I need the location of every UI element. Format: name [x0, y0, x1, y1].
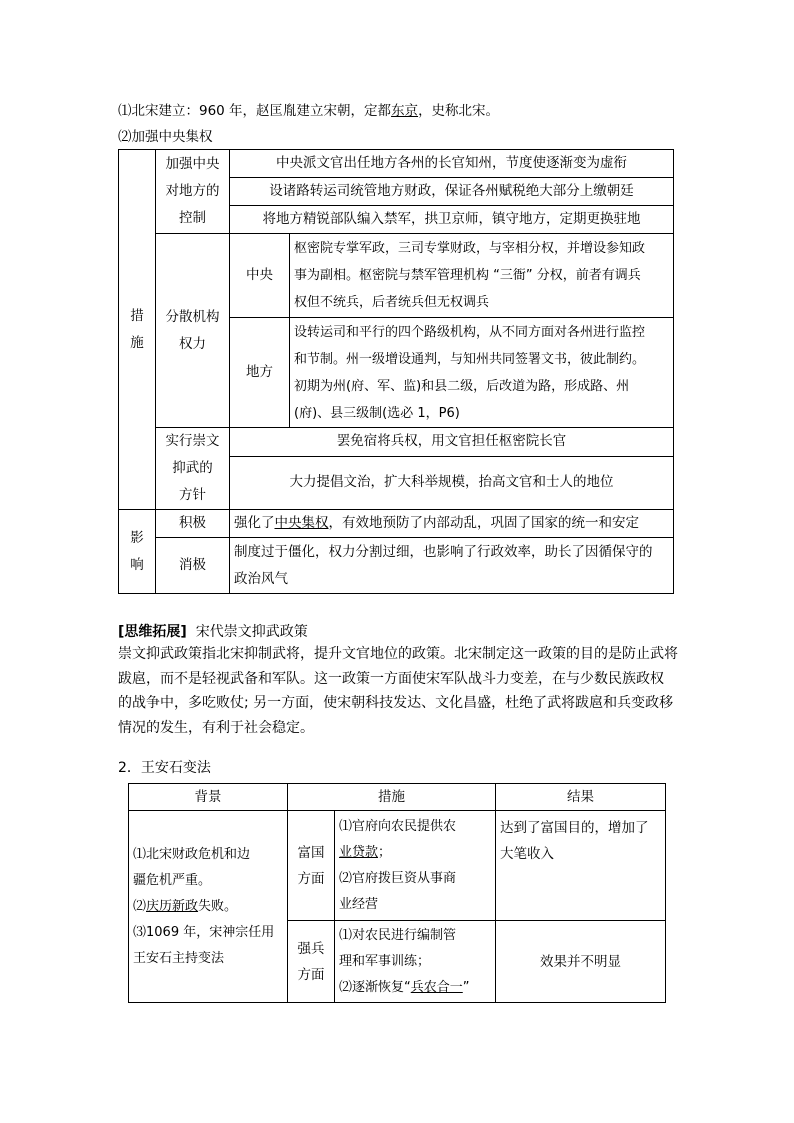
strong-result: 效果并不明显	[496, 921, 666, 1003]
founding-line: ⑴北宋建立：960 年，赵匡胤建立宋朝，定都东京，史称北宋。	[118, 103, 500, 119]
centralization-table	[118, 149, 674, 594]
local-measures: 设转运司和平行的四个路级机构，从不同方面对各州进行监控 和节制。州一级增设通判，与知州共同签署文书，彼此制约。 初期为州(府、军、监)和县二级，后改道为路，形成路、州 (府)、县三级制(选必 1，P6)	[290, 318, 674, 428]
central-measures: 枢密院专掌军政，三司专掌财政，与宰相分权，并增设参知政 事为副相。枢密院与禁军管理机构 “三衙” 分权，前者有调兵 权但不统兵，后者统兵但无权调兵	[290, 234, 674, 318]
expansion-tag: [思维拓展]	[118, 624, 187, 640]
local-control-row: 将地方精锐部队编入禁军，拱卫京师，镇守地方，定期更换驻地	[230, 206, 674, 234]
expansion-heading	[118, 621, 308, 641]
header-background: 背景	[129, 784, 288, 811]
divide-power-label: 分散机构 权力	[156, 234, 230, 428]
reform-background: ⑴北宋财政危机和边 疆危机严重。 ⑵庆历新政失败。 ⑶1069 年，宋神宗任用 王安石主持变法	[129, 811, 288, 1003]
positive-impact: 强化了中央集权，有效地预防了内部动乱，巩固了国家的统一和安定	[230, 510, 674, 538]
strong-label: 强兵 方面	[288, 921, 335, 1003]
rich-label: 富国 方面	[288, 811, 335, 921]
measures-label: 措 施	[119, 150, 156, 510]
expansion-title: 宋代崇文抑武政策	[195, 624, 308, 640]
positive-label: 积极	[156, 510, 230, 538]
local-control-row: 中央派文官出任地方各州的长官知州，节度使逐渐变为虚衔	[230, 150, 674, 178]
negative-label: 消极	[156, 538, 230, 594]
rich-result: 达到了富国目的，增加了 大笔收入	[496, 811, 666, 921]
capital-term: 东京	[391, 103, 419, 119]
local-control-row: 设诸路转运司统管地方财政，保证各州赋税绝大部分上缴朝廷	[230, 178, 674, 206]
expansion-paragraph: 崇文抑武政策指北宋抑制武将，提升文官地位的政策。北宋制定这一政策的目的是防止武将 跋扈，而不是轻视武备和军队。这一政策一方面使宋军队战斗力变差，在与少数民族政权 的战争中，多吃败仗; 另一方面，使宋朝科技发达、文化昌盛，杜绝了武将跋扈和兵变政移 情况的发生，有利于社会稳定。	[118, 646, 678, 736]
civil-policy-row: 罢免宿将兵权，用文官担任枢密院长官	[230, 428, 674, 457]
reform-heading: 2．王安石变法	[118, 760, 211, 776]
reform-table	[128, 783, 666, 1003]
local-label: 地方	[230, 318, 290, 428]
central-label: 中央	[230, 234, 290, 318]
header-result: 结果	[496, 784, 666, 811]
centralization-heading: ⑵加强中央集权	[118, 129, 213, 145]
local-control-label: 加强中央 对地方的 控制	[156, 150, 230, 234]
civil-policy-label: 实行崇文 抑武的 方针	[156, 428, 230, 510]
civil-policy-row: 大力提倡文治，扩大科举规模，抬高文官和士人的地位	[230, 456, 674, 509]
strong-measures: ⑴对农民进行编制管 理和军事训练； ⑵逐渐恢复“兵农合一”	[335, 921, 496, 1003]
impact-label: 影 响	[119, 510, 156, 594]
header-measures: 措施	[288, 784, 496, 811]
rich-measures: ⑴官府向农民提供农 业贷款； ⑵官府拨巨资从事商 业经营	[335, 811, 496, 921]
negative-impact: 制度过于僵化，权力分割过细，也影响了行政效率，助长了因循保守的 政治风气	[230, 538, 674, 594]
